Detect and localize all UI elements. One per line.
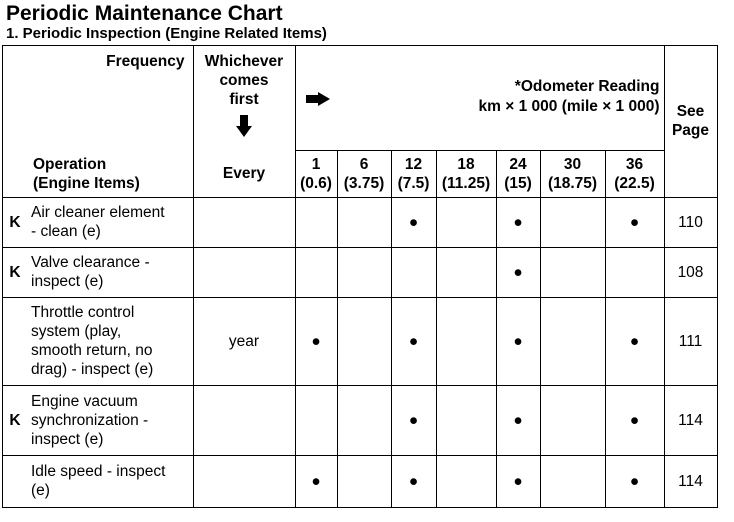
interval-mark: ● xyxy=(605,197,664,247)
arrow-down-icon xyxy=(236,115,252,137)
k-marker: K xyxy=(3,247,28,297)
operation-item-line: system (play, xyxy=(31,323,122,340)
interval-mark: ● xyxy=(496,455,540,507)
interval-header xyxy=(337,150,391,197)
operation-item-line: smooth return, no xyxy=(31,342,153,359)
interval-mark: ● xyxy=(391,385,436,455)
interval-km: 18 xyxy=(457,155,475,173)
every-cell xyxy=(193,247,295,297)
interval-km: 30 xyxy=(563,155,582,173)
operation-item-line: Air cleaner element xyxy=(31,204,165,221)
interval-mark xyxy=(295,197,337,247)
interval-mark: ● xyxy=(496,197,540,247)
interval-mile: (7.5) xyxy=(397,174,430,192)
operation-item-line: Idle speed - inspect xyxy=(31,463,166,480)
interval-mark: ● xyxy=(391,455,436,507)
operation-item xyxy=(27,455,193,507)
see-page-header xyxy=(664,46,717,198)
interval-mile: (18.75) xyxy=(547,174,598,192)
interval-mark xyxy=(436,197,496,247)
interval-mile: (22.5) xyxy=(614,174,655,192)
operation-line: Operation xyxy=(33,155,107,173)
interval-mile: (3.75) xyxy=(343,174,385,192)
interval-header xyxy=(295,150,337,197)
k-marker xyxy=(3,455,28,507)
see-page-line: See xyxy=(676,103,705,121)
interval-mark xyxy=(540,297,605,385)
interval-mark: ● xyxy=(496,297,540,385)
whichever-line: Whichever xyxy=(204,53,284,70)
operation-item-line: Engine vacuum xyxy=(31,392,138,410)
odometer-units: km × 1 000 (mile × 1 000) xyxy=(478,98,660,115)
whichever-header xyxy=(193,46,295,151)
section-subtitle: 1. Periodic Inspection (Engine Related Items) xyxy=(6,25,327,42)
operation-item-line: synchronization - xyxy=(31,411,149,429)
operation-item xyxy=(27,385,193,455)
interval-mile: (0.6) xyxy=(300,174,332,192)
every-cell xyxy=(193,197,295,247)
interval-mile: (11.25) xyxy=(441,174,491,192)
table-row xyxy=(3,455,718,507)
arrow-right-icon xyxy=(306,92,330,106)
interval-header xyxy=(605,150,664,197)
interval-header xyxy=(391,150,436,197)
operation-item-line: inspect (e) xyxy=(31,273,104,290)
whichever-line: comes xyxy=(219,72,269,89)
k-marker: K xyxy=(3,197,28,247)
interval-mark xyxy=(540,385,605,455)
operation-item-line: - clean (e) xyxy=(31,223,101,240)
interval-km: 12 xyxy=(404,155,423,173)
operation-item xyxy=(27,247,193,297)
interval-mark xyxy=(295,247,337,297)
odometer-header xyxy=(295,46,664,151)
operation-item xyxy=(27,197,193,247)
operation-item xyxy=(27,297,193,385)
interval-mark: ● xyxy=(391,197,436,247)
see-page-line: Page xyxy=(671,122,710,140)
interval-mark xyxy=(295,385,337,455)
interval-km: 36 xyxy=(625,155,644,173)
interval-mark xyxy=(436,385,496,455)
k-marker xyxy=(3,297,28,385)
interval-mark: ● xyxy=(391,297,436,385)
table-row xyxy=(3,197,718,247)
operation-item-line: inspect (e) xyxy=(31,430,104,448)
interval-mark xyxy=(337,247,391,297)
maintenance-table xyxy=(2,45,718,508)
interval-mark: ● xyxy=(496,385,540,455)
table-row xyxy=(3,385,718,455)
interval-mile: (15) xyxy=(504,174,532,192)
operation-item-line: (e) xyxy=(31,482,50,499)
every-cell xyxy=(193,385,295,455)
interval-mark: ● xyxy=(605,385,664,455)
interval-km: 24 xyxy=(509,155,527,173)
interval-mark xyxy=(605,247,664,297)
frequency-header: Frequency xyxy=(3,46,194,101)
table-row xyxy=(3,247,718,297)
interval-mark: ● xyxy=(605,455,664,507)
interval-mark xyxy=(337,297,391,385)
interval-mark xyxy=(436,455,496,507)
every-cell: year xyxy=(193,297,295,385)
see-page-cell: 110 xyxy=(664,197,717,247)
whichever-line: first xyxy=(229,91,259,108)
interval-header xyxy=(540,150,605,197)
interval-mark xyxy=(540,197,605,247)
interval-mark: ● xyxy=(496,247,540,297)
interval-mark: ● xyxy=(295,455,337,507)
see-page-cell: 114 xyxy=(664,455,717,507)
see-page-cell: 114 xyxy=(664,385,717,455)
interval-km: 1 xyxy=(311,155,321,173)
interval-mark xyxy=(337,455,391,507)
page-title: Periodic Maintenance Chart xyxy=(6,2,283,25)
interval-mark xyxy=(391,247,436,297)
interval-mark xyxy=(540,455,605,507)
interval-km: 6 xyxy=(359,155,369,173)
interval-mark xyxy=(436,247,496,297)
interval-mark: ● xyxy=(295,297,337,385)
interval-mark xyxy=(337,385,391,455)
odometer-label: *Odometer Reading xyxy=(514,78,660,95)
every-cell xyxy=(193,455,295,507)
operation-line: (Engine Items) xyxy=(33,174,140,192)
every-header: Every xyxy=(193,150,295,197)
interval-mark xyxy=(337,197,391,247)
interval-mark xyxy=(540,247,605,297)
interval-header xyxy=(496,150,540,197)
see-page-cell: 111 xyxy=(664,297,717,385)
operation-header xyxy=(3,100,194,197)
interval-mark xyxy=(436,297,496,385)
operation-item-line: drag) - inspect (e) xyxy=(31,361,154,378)
operation-item-line: Valve clearance - xyxy=(31,254,150,271)
interval-mark: ● xyxy=(605,297,664,385)
operation-item-line: Throttle control xyxy=(31,304,135,321)
k-marker: K xyxy=(3,385,28,455)
table-row xyxy=(3,297,718,385)
interval-header xyxy=(436,150,496,197)
see-page-cell: 108 xyxy=(664,247,717,297)
